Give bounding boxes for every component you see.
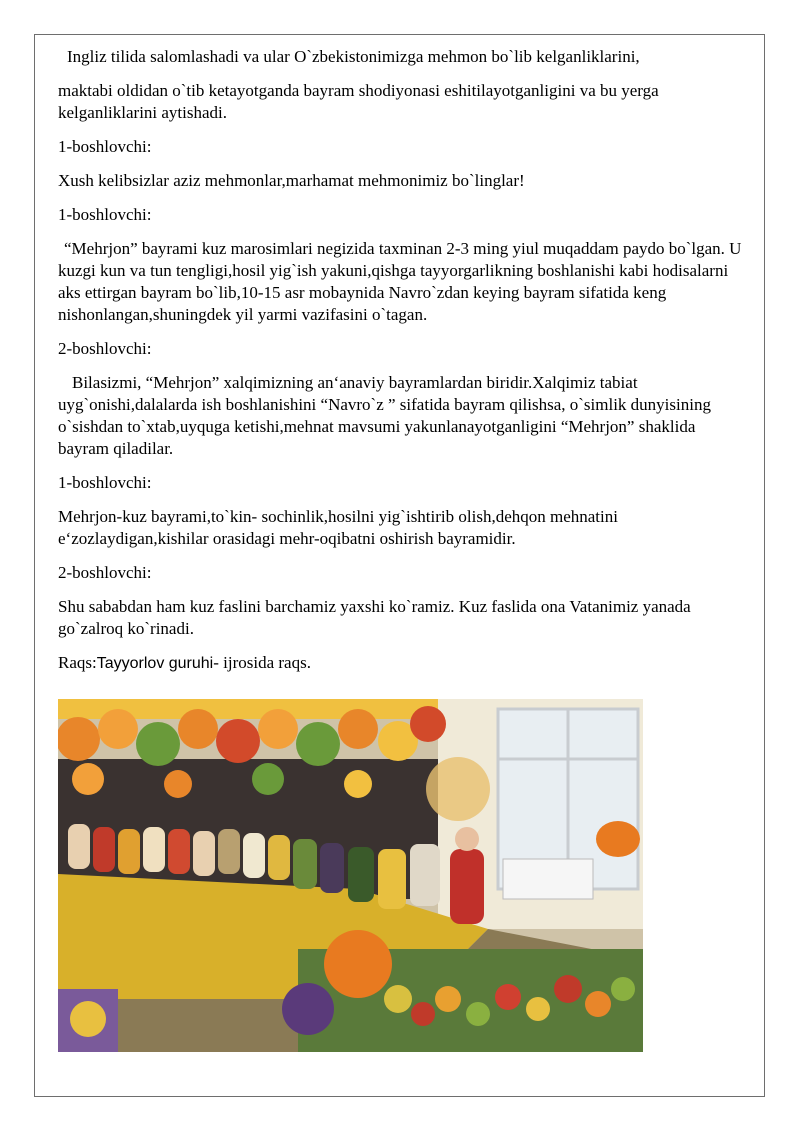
paragraph-continuation: maktabi oldidan o`tib ketayotganda bayram shodiyonasi eshitilayotganligini va bu yerga kelganliklarini aytishadi. [58, 81, 659, 122]
photo-illustration [58, 699, 643, 1052]
speaker-label: 2-boshlovchi: [58, 563, 152, 582]
raqs-group: Tayyorlov guruhi [96, 655, 214, 672]
raqs-suffix: - ijrosida raqs. [213, 653, 311, 672]
raqs-prefix: Raqs: [58, 653, 97, 672]
speaker-label: 1-boshlovchi: [58, 205, 152, 224]
celebration-photo [58, 699, 643, 1052]
paragraph-intro: Ingliz tilida salomlashadi va ular O`zbekistonimizga mehmon bo`lib kelganliklarini, [67, 47, 640, 66]
paragraph-mehrjon-history: “Mehrjon” bayrami kuz marosimlari negizida taxminan 2-3 ming yiul muqaddam paydo bo`lgan. U kuzgi kun va tun tengligi,hosil yig`ish yakuni,qishga tayyorgarlikning boshlanishi kabi hodisalarni aks ettirgan bayram bo`lib,10-15 asr mobaynida Navro`zdan keying bayram sifatida keng nishonlangan,shuningdek yil yarmi vazifasini o`tagan. [58, 239, 742, 324]
speaker-label: 2-boshlovchi: [58, 339, 152, 358]
paragraph-mehrjon-tradition: Bilasizmi, “Mehrjon” xalqimizning an‘anaviy bayramlardan biridir.Xalqimiz tabiat uyg`onishi,dalalarda ish boshlanishini “Navro`z ” sifatida bayram qilishsa, o`simlik dunyisining o`sishdan to`xtab,uyquga ketishi,mehnat mavsumi yakunlanayotganligini “Mehrjon” shaklida bayram qiladilar. [58, 373, 711, 458]
paragraph-mehrjon-definition: Mehrjon-kuz bayrami,to`kin- sochinlik,hosilni yig`ishtirib olish,dehqon mehnatini e‘zozlaydigan,kishilar orasidagi mehr-oqibatni oshirish bayramidir. [58, 507, 618, 548]
paragraph-welcome: Xush kelibsizlar aziz mehmonlar,marhamat mehmonimiz bo`linglar! [58, 171, 525, 190]
document-body [58, 46, 748, 687]
paragraph-raqs [58, 652, 748, 675]
paragraph-autumn: Shu sababdan ham kuz faslini barchamiz yaxshi ko`ramiz. Kuz faslida ona Vatanimiz yanada go`zalroq ko`rinadi. [58, 597, 691, 638]
speaker-label: 1-boshlovchi: [58, 473, 152, 492]
speaker-label: 1-boshlovchi: [58, 137, 152, 156]
